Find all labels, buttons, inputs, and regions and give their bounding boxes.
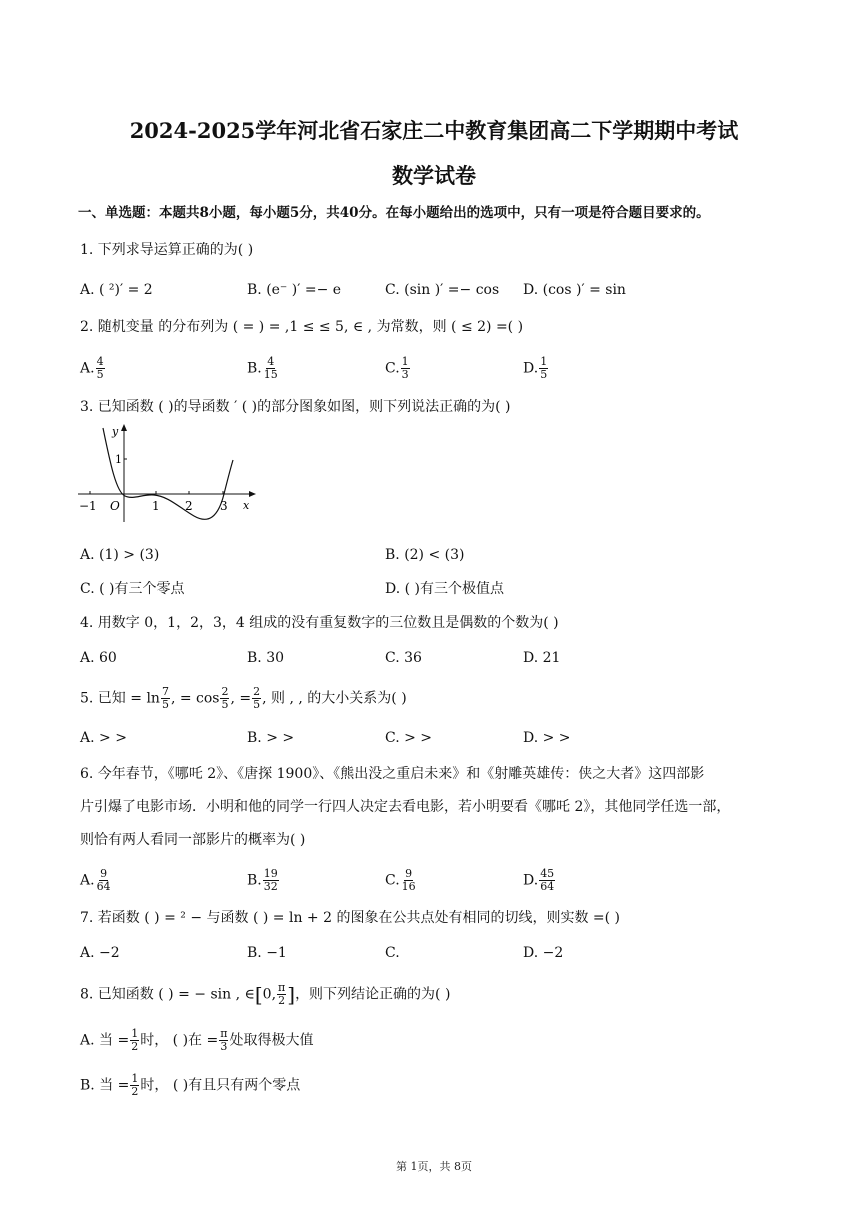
option-label: C. bbox=[385, 360, 400, 377]
q7-option-d: D. −2 bbox=[523, 945, 564, 961]
q3-option-b: B. (2) < (3) bbox=[385, 547, 465, 563]
question-8-stem: 8. 已知函数 ( ) = − sin , ∈[0, $\frac{\pi}{2}$ ]，则下列结论正确的为( ) bbox=[80, 981, 451, 1007]
origin-label: O bbox=[110, 499, 120, 513]
tick-label-neg1: −1 bbox=[79, 499, 97, 513]
q6-option-c bbox=[385, 868, 418, 893]
denominator: 5 bbox=[96, 368, 104, 381]
q5-option-c: C. > > bbox=[385, 730, 433, 746]
q5-text-a: 5. 已知 = ln bbox=[80, 690, 160, 707]
fraction bbox=[401, 356, 410, 381]
question-3-stem: 3. 已知函数 ( )的导函数 ′ ( )的部分图象如图，则下列说法正确的为( ) bbox=[80, 399, 511, 415]
denominator: 5 bbox=[540, 368, 548, 381]
fraction bbox=[401, 868, 417, 893]
fraction bbox=[130, 1028, 139, 1053]
option-label: B. bbox=[247, 872, 262, 889]
question-4-stem: 4. 用数字 0，1，2，3，4 组成的没有重复数字的三位数且是偶数的个数为( ) bbox=[80, 615, 559, 631]
fraction bbox=[539, 356, 548, 381]
q8-option-a bbox=[80, 1028, 313, 1053]
question-6-line3: 则恰有两人看同一部影片的概率为( ) bbox=[80, 832, 306, 848]
numerator: 9 bbox=[405, 867, 413, 880]
numerator: 1 bbox=[131, 1072, 139, 1085]
page-footer: 第 1页，共 8页 bbox=[396, 1160, 472, 1173]
option-label: A. bbox=[80, 360, 95, 377]
derivative-graph bbox=[76, 422, 262, 526]
denominator: 5 bbox=[253, 698, 261, 711]
q5-option-a: A. > > bbox=[80, 730, 127, 746]
denominator: 2 bbox=[131, 1085, 139, 1098]
denominator: 32 bbox=[263, 880, 278, 893]
q8-text-b: ，则下列结论正确的为( ) bbox=[295, 986, 451, 1003]
q7-option-c: C. bbox=[385, 945, 400, 961]
q6-option-d bbox=[523, 868, 556, 893]
q5-option-b: B. > > bbox=[247, 730, 295, 746]
q7-option-b: B. −1 bbox=[247, 945, 287, 961]
section-heading: 一、单选题：本题共8小题，每小题5分，共40分。在每小题给出的选项中，只有一项是符合题目要求的。 bbox=[78, 205, 710, 221]
q8a-text-b: 时， ( )在 = bbox=[140, 1032, 219, 1049]
q4-option-d: D. 21 bbox=[523, 650, 561, 666]
fraction bbox=[96, 356, 105, 381]
q4-option-a: A. 60 bbox=[80, 650, 117, 666]
fraction bbox=[277, 982, 286, 1007]
option-label: D. bbox=[523, 872, 539, 889]
option-label: B. bbox=[247, 360, 262, 377]
fraction bbox=[161, 686, 170, 711]
fraction bbox=[539, 868, 555, 893]
numerator: 4 bbox=[267, 355, 275, 368]
derivative-curve bbox=[103, 428, 233, 519]
ytick-label-1: 1 bbox=[115, 453, 122, 466]
right-bracket: ] bbox=[287, 982, 296, 1007]
fraction bbox=[220, 686, 229, 711]
q7-option-a: A. −2 bbox=[80, 945, 120, 961]
fraction bbox=[130, 1073, 139, 1098]
question-5-stem bbox=[80, 686, 407, 711]
q4-option-b: B. 30 bbox=[247, 650, 285, 666]
fraction bbox=[96, 868, 112, 893]
option-label: A. bbox=[80, 872, 95, 889]
question-6-line2: 片引爆了电影市场．小明和他的同学一行四人决定去看电影，若小明要看《哪吒 2》，其他同学任选一部， bbox=[80, 799, 731, 815]
tick-label-2: 2 bbox=[185, 499, 193, 513]
denominator: 64 bbox=[540, 880, 555, 893]
q8b-text-b: 时， ( )有且只有两个零点 bbox=[140, 1077, 301, 1094]
q8-text-a: 8. 已知函数 ( ) = − sin , ∈ bbox=[80, 986, 255, 1003]
fraction bbox=[252, 686, 261, 711]
q8a-text-a: A. 当 = bbox=[80, 1032, 130, 1049]
tick-label-3: 3 bbox=[220, 499, 228, 513]
fraction bbox=[219, 1028, 228, 1053]
option-label: D. bbox=[523, 360, 539, 377]
denominator: 2 bbox=[131, 1040, 139, 1053]
q2-option-c bbox=[385, 356, 411, 381]
q3-option-d: D. ( )有三个极值点 bbox=[385, 581, 504, 597]
x-axis-arrow bbox=[249, 491, 256, 497]
numerator: 45 bbox=[540, 867, 555, 880]
q1-option-c: C. (sin )′ =− cos bbox=[385, 282, 500, 298]
exam-title: 2024-2025学年河北省石家庄二中教育集团高二下学期期中考试 bbox=[129, 118, 739, 143]
q1-option-d: D. (cos )′ = sin bbox=[523, 282, 626, 298]
q2-option-a bbox=[80, 356, 106, 381]
q8a-text-c: 处取得极大值 bbox=[229, 1032, 314, 1049]
numerator: π bbox=[278, 981, 286, 994]
denominator: 3 bbox=[401, 368, 409, 381]
denominator: 15 bbox=[263, 368, 278, 381]
q4-option-c: C. 36 bbox=[385, 650, 422, 666]
option-label: C. bbox=[385, 872, 400, 889]
q8-option-b bbox=[80, 1073, 300, 1098]
q6-option-a bbox=[80, 868, 113, 893]
q1-option-a: A. ( ²)′ = 2 bbox=[80, 282, 153, 298]
question-7-stem: 7. 若函数 ( ) = ² − 与函数 ( ) = ln + 2 的图象在公共点处有相同的切线，则实数 =( ) bbox=[80, 910, 620, 926]
q5-option-d: D. > > bbox=[523, 730, 571, 746]
denominator: 16 bbox=[401, 880, 416, 893]
exam-subtitle: 数学试卷 bbox=[392, 163, 476, 188]
numerator: 2 bbox=[253, 685, 261, 698]
numerator: 2 bbox=[221, 685, 229, 698]
y-label: y bbox=[112, 425, 119, 438]
numerator: 4 bbox=[96, 355, 104, 368]
fraction bbox=[263, 868, 279, 893]
q5-text-c: , = bbox=[230, 690, 252, 707]
q2-option-b bbox=[247, 356, 280, 381]
denominator: 64 bbox=[96, 880, 111, 893]
numerator: 9 bbox=[100, 867, 108, 880]
numerator: 1 bbox=[131, 1027, 139, 1040]
denominator: 3 bbox=[220, 1040, 228, 1053]
q1-option-b: B. (e⁻ )′ =− e bbox=[247, 282, 342, 298]
q8b-text-a: B. 当 = bbox=[80, 1077, 130, 1094]
q5-text-d: , 则 , , 的大小关系为( ) bbox=[262, 690, 407, 707]
q6-option-b bbox=[247, 868, 280, 893]
numerator: π bbox=[220, 1027, 228, 1040]
x-label: x bbox=[243, 499, 250, 512]
left-bracket: [ bbox=[254, 982, 263, 1007]
question-2-stem: 2. 随机变量 的分布列为 ( = ) = ,1 ≤ ≤ 5, ∈ , 为常数，则 ( ≤ 2) =( ) bbox=[80, 319, 524, 335]
numerator: 19 bbox=[263, 867, 278, 880]
q3-option-a: A. (1) > (3) bbox=[80, 547, 160, 563]
numerator: 1 bbox=[540, 355, 548, 368]
q3-option-c: C. ( )有三个零点 bbox=[80, 581, 185, 597]
q5-text-b: , = cos bbox=[170, 690, 220, 707]
tick-label-1: 1 bbox=[152, 499, 160, 513]
numerator: 1 bbox=[401, 355, 409, 368]
y-axis-arrow bbox=[121, 424, 127, 431]
numerator: 7 bbox=[161, 685, 169, 698]
question-6-line1: 6. 今年春节，《哪吒 2》、《唐探 1900》、《熊出没之重启未来》和《射雕英雄传：侠之大者》这四部影 bbox=[80, 766, 705, 782]
q2-option-d bbox=[523, 356, 549, 381]
denominator: 5 bbox=[221, 698, 229, 711]
denominator: 5 bbox=[161, 698, 169, 711]
fraction bbox=[263, 356, 279, 381]
denominator: 2 bbox=[278, 994, 286, 1007]
question-1-stem: 1. 下列求导运算正确的为( ) bbox=[80, 242, 254, 258]
